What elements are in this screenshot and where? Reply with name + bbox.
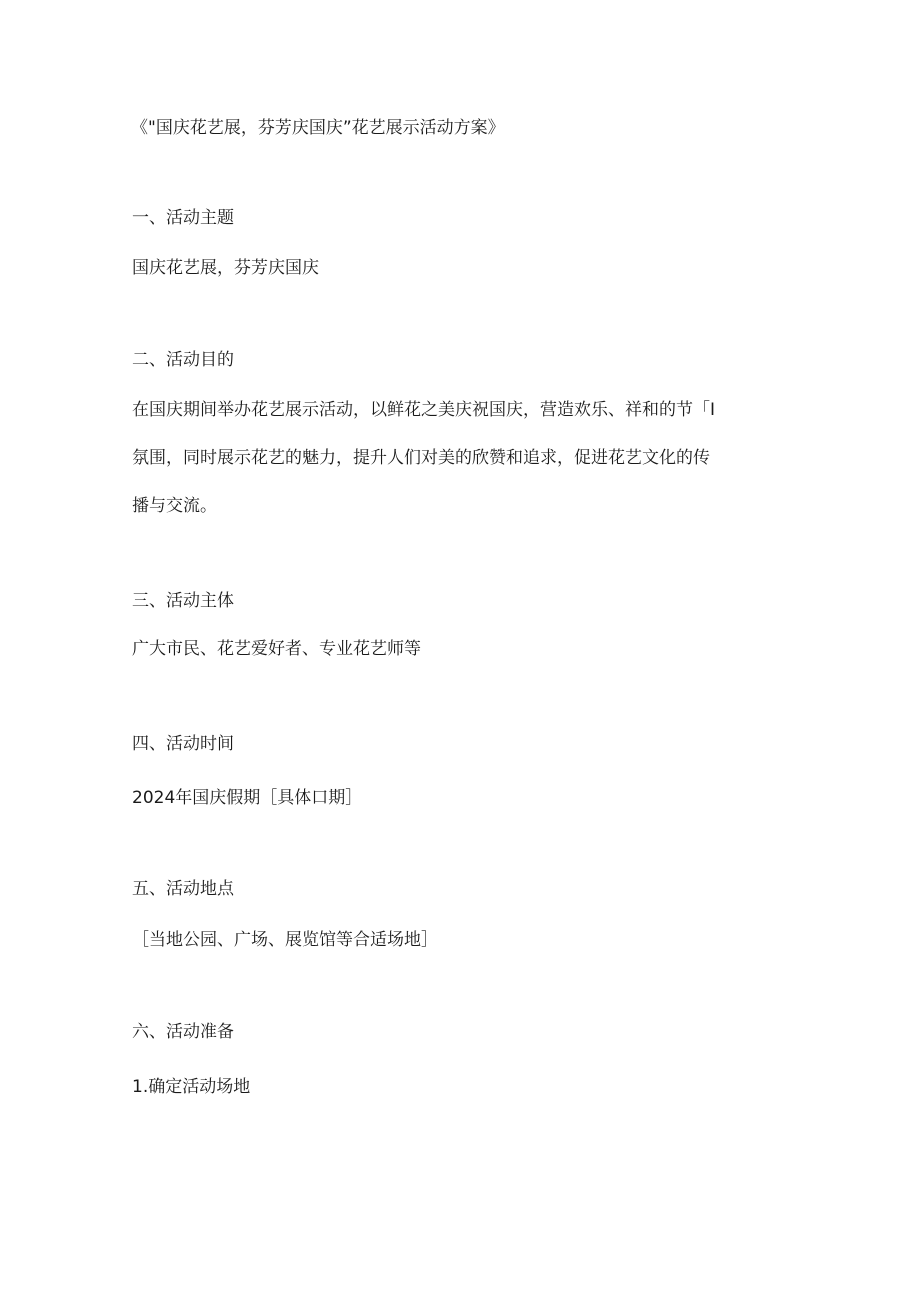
section-body-theme: 国庆花艺展，芬芳庆国庆	[132, 258, 319, 278]
section-body-time: 2024年国庆假期［具体口期］	[132, 788, 363, 808]
section-body-purpose-line-3: 播与交流。	[132, 496, 217, 516]
section-body-location: ［当地公园、广场、展览馆等合适场地］	[132, 930, 438, 950]
section-heading-purpose: 二、活动目的	[132, 350, 234, 370]
section-heading-time: 四、活动时间	[132, 734, 234, 754]
section-heading-participants: 三、活动主体	[132, 591, 234, 611]
section-heading-location: 五、活动地点	[132, 879, 234, 899]
document-title: 《"国庆花艺展，芬芳庆国庆”花艺展示活动方案》	[131, 118, 505, 138]
section-body-purpose-line-1: 在国庆期间举办花艺展示活动，以鲜花之美庆祝国庆，营造欢乐、祥和的节「I	[132, 400, 716, 420]
section-body-preparation-item-1: 1.确定活动场地	[132, 1077, 251, 1097]
section-body-purpose-line-2: 氛围，同时展示花艺的魅力，提升人们对美的欣赞和追求，促进花艺文化的传	[132, 448, 710, 468]
section-heading-theme: 一、活动主题	[132, 208, 234, 228]
section-body-participants: 广大市民、花艺爱好者、专业花艺师等	[132, 639, 421, 659]
section-heading-preparation: 六、活动准备	[132, 1022, 234, 1042]
